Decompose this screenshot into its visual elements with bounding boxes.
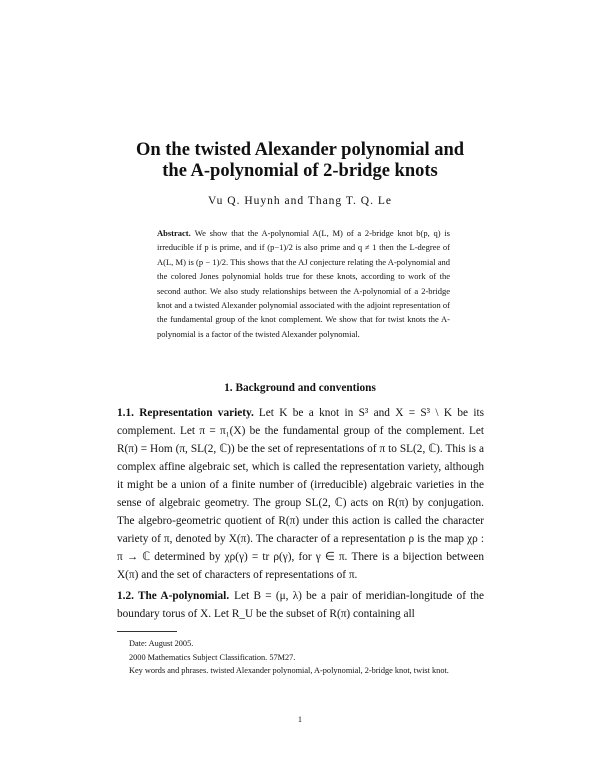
footnote-msc: 2000 Mathematics Subject Classification. 57M27. [129, 653, 296, 662]
authors: Vu Q. Huynh and Thang T. Q. Le [208, 195, 392, 207]
paragraph-heading: 1.1. Representation variety. [117, 407, 254, 419]
footnote-rule [117, 631, 177, 632]
page-number: 1 [297, 715, 303, 724]
paragraph-a-polynomial [117, 587, 484, 623]
title-line-2: the A-polynomial of 2-bridge knots [162, 161, 438, 181]
title-line-1: On the twisted Alexander polynomial and [135, 140, 465, 160]
footnote-keywords: Key words and phrases. twisted Alexander polynomial, A-polynomial, 2-bridge knot, twist knot. [129, 666, 449, 675]
paragraph-text: Let K be a knot in S³ and X = S³ \ K be its complement. Let π = π₁(X) be the fundamental group of the complement. Let R(π) = Hom (π, SL(2, ℂ)) be the set of representations of π to SL(2, ℂ). This is a complex affine algebraic set, which is called the representation variety, although it might be a union of a finite number of (irreducible) algebraic varieties in the sense of algebraic geometry. The group SL(2, ℂ) acts on R(π) by conjugation. The algebro-geometric quotient of R(π) under this action is called the character variety of π, denoted by X(π). The character of a representation ρ is the map χρ : π → ℂ determined by χρ(γ) = tr ρ(γ), for γ ∈ π. There is a bijection between X(π) and the set of characters of representations of π. [117, 407, 484, 581]
abstract-label: Abstract. [157, 228, 191, 238]
paragraph-representation-variety [117, 404, 484, 584]
abstract-text: We show that the A-polynomial A(L, M) of a 2-bridge knot b(p, q) is irreducible if p is prime, and if (p−1)/2 is also prime and q ≠ 1 then the L-degree of A(L, M) is (p − 1)/2. This shows that the AJ conjecture relating the A-polynomial and the colored Jones polynomial holds true for these knots, according to work of the second author. We also study relationships between the A-polynomial of a 2-bridge knot and a twisted Alexander polynomial associated with the adjoint representation of the fundamental group of the knot complement. We show that for twist knots the A-polynomial is a factor of the twisted Alexander polynomial. [157, 228, 450, 339]
footnote-date: Date: August 2005. [129, 639, 194, 648]
paragraph-text: Let B = (μ, λ) be a pair of meridian-longitude of the boundary torus of X. Let R_U be the subset of R(π) containing all [117, 590, 485, 620]
abstract [157, 226, 450, 341]
paragraph-heading: 1.2. The A-polynomial. [117, 590, 230, 602]
section-heading: 1. Background and conventions [224, 382, 376, 394]
